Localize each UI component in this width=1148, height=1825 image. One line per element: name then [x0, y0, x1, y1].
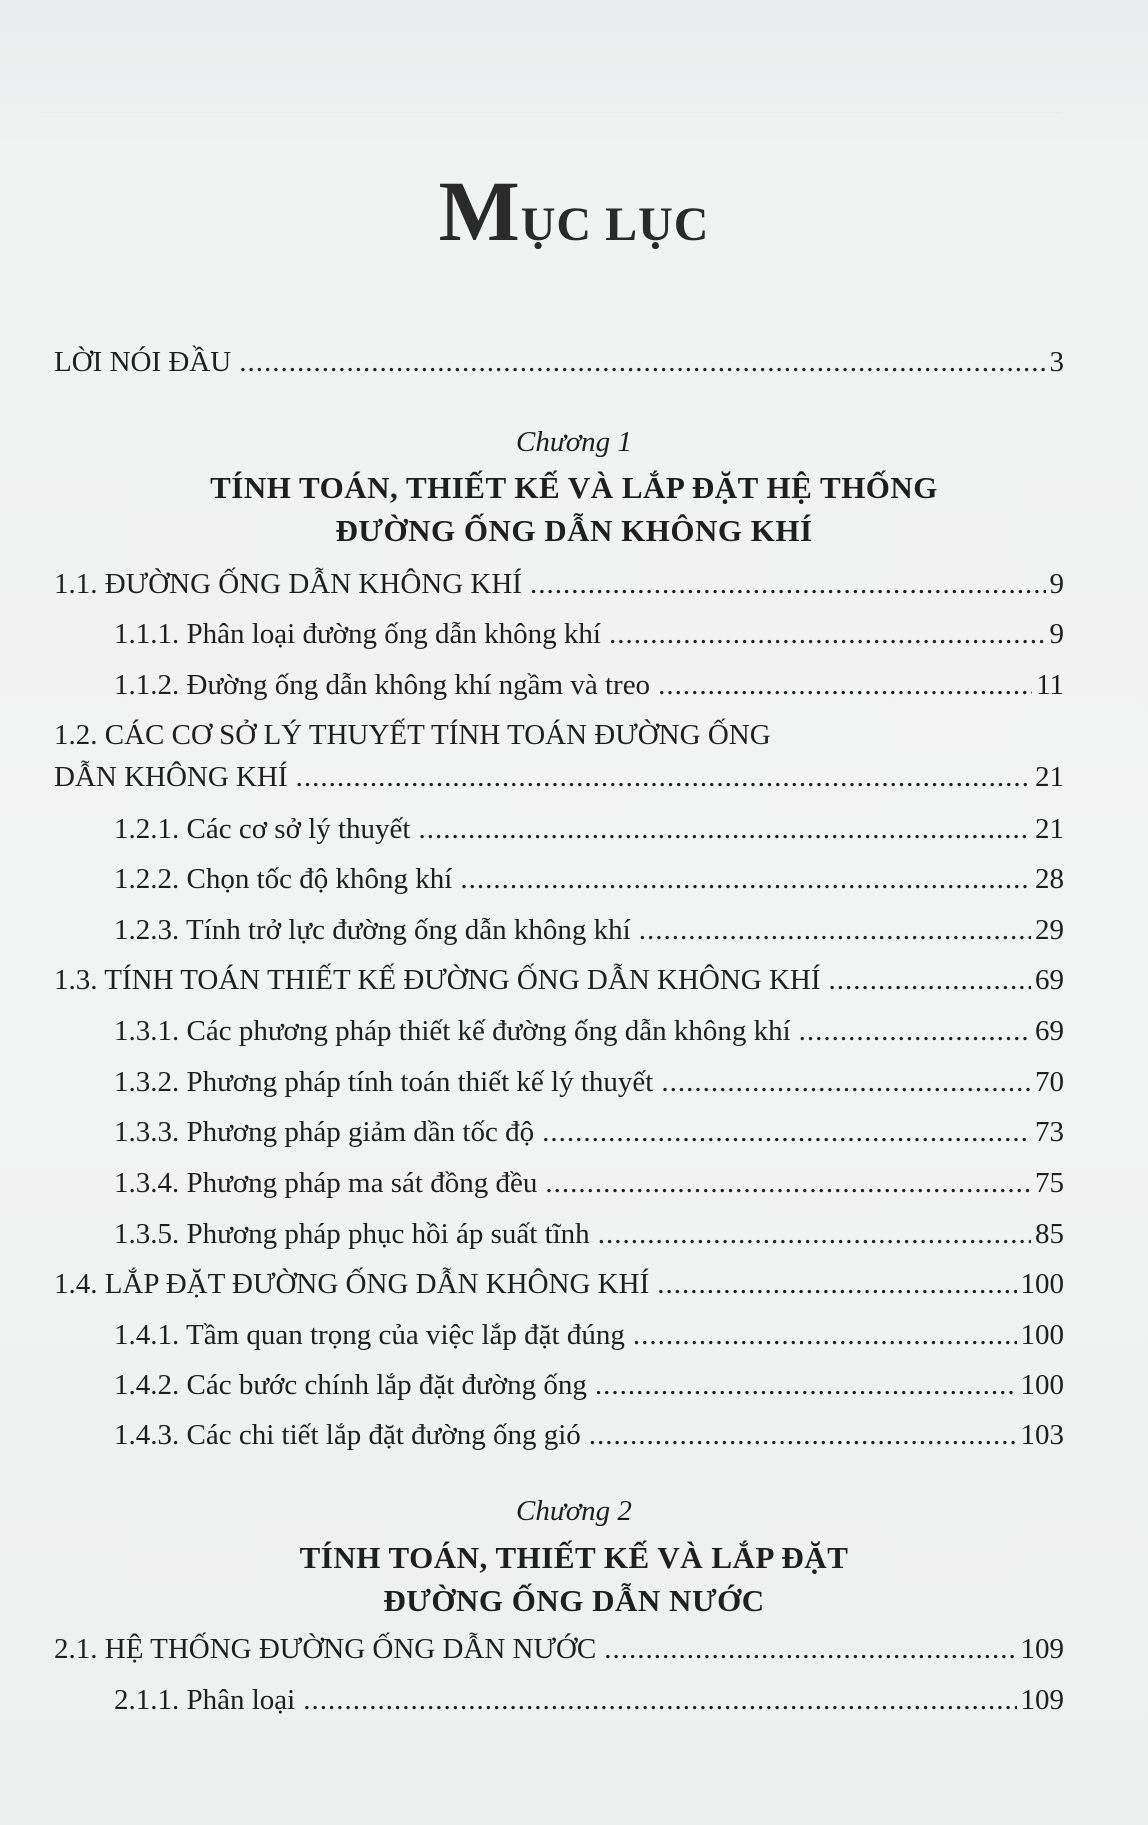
toc-section-1-2[interactable]: [54, 760, 1064, 794]
toc-page-number: 100: [1020, 1268, 1064, 1300]
title-first-letter: M: [438, 163, 521, 259]
toc-entry-label: 1.3.4. Phương pháp ma sát đồng đều: [114, 1167, 538, 1199]
leader-dots: [799, 1014, 1031, 1048]
toc-page-number: 28: [1035, 863, 1064, 895]
toc-page-number: 75: [1035, 1167, 1064, 1199]
toc-page-number: 100: [1020, 1319, 1064, 1351]
toc-item-1-4-3[interactable]: [114, 1418, 1064, 1452]
toc-entry-label: DẪN KHÔNG KHÍ: [54, 761, 288, 793]
chapter-2-title-line1: TÍNH TOÁN, THIẾT KẾ VÀ LẮP ĐẶT: [299, 1540, 849, 1575]
toc-entry-label: 1.4.1. Tầm quan trọng của việc lắp đặt đúng: [114, 1319, 625, 1351]
toc-entry-label: 2.1. HỆ THỐNG ĐƯỜNG ỐNG DẪN NƯỚC: [54, 1633, 597, 1665]
toc-page-number: 103: [1020, 1419, 1064, 1451]
toc-item-1-4-1[interactable]: [114, 1318, 1064, 1352]
chapter-2-label: Chương 2: [516, 1495, 632, 1527]
leader-dots: [609, 617, 1046, 651]
toc-item-1-1-2[interactable]: [114, 668, 1064, 702]
page-title: [0, 163, 1148, 259]
toc-entry-label: 1.1.1. Phân loại đường ống dẫn không khí: [114, 618, 601, 650]
toc-page-number: 109: [1020, 1684, 1064, 1716]
leader-dots: [829, 963, 1031, 997]
toc-page-number: 70: [1035, 1066, 1064, 1098]
leader-dots: [589, 1418, 1017, 1452]
toc-page-number: 109: [1020, 1633, 1064, 1665]
title-rest: ỤC LỤC: [520, 198, 710, 251]
toc-item-1-3-2[interactable]: [114, 1065, 1064, 1099]
toc-section-1-4[interactable]: [54, 1267, 1064, 1301]
leader-dots: [296, 760, 1031, 794]
leader-dots: [598, 1217, 1031, 1251]
toc-item-1-2-1[interactable]: [114, 812, 1064, 846]
toc-section-1-3[interactable]: [54, 963, 1064, 997]
toc-entry-label: 1.3.3. Phương pháp giảm dần tốc độ: [114, 1116, 535, 1148]
toc-entry-preface[interactable]: [54, 345, 1064, 379]
toc-item-1-1-1[interactable]: [114, 617, 1064, 651]
leader-dots: [661, 1065, 1031, 1099]
toc-item-1-3-1[interactable]: [114, 1014, 1064, 1048]
toc-entry-label: 1.2.3. Tính trở lực đường ống dẫn không khí: [114, 914, 631, 946]
toc-page-number: 21: [1035, 761, 1064, 793]
chapter-2-title-line2: ĐƯỜNG ỐNG DẪN NƯỚC: [383, 1583, 765, 1618]
leader-dots: [530, 567, 1046, 601]
toc-page-number: 100: [1020, 1369, 1064, 1401]
toc-section-1-2-line1[interactable]: 1.2. CÁC CƠ SỞ LÝ THUYẾT TÍNH TOÁN ĐƯỜNG ỐNG: [54, 719, 771, 751]
toc-entry-label: 1.2.2. Chọn tốc độ không khí: [114, 863, 453, 895]
toc-page-number: 29: [1035, 914, 1064, 946]
leader-dots: [542, 1115, 1031, 1149]
toc-item-1-3-4[interactable]: [114, 1166, 1064, 1200]
leader-dots: [595, 1368, 1017, 1402]
toc-item-1-2-2[interactable]: [114, 862, 1064, 896]
toc-page-number: 11: [1036, 669, 1064, 701]
leader-dots: [639, 913, 1031, 947]
leader-dots: [418, 812, 1031, 846]
toc-item-2-1-1[interactable]: [114, 1683, 1064, 1717]
toc-entry-label: LỜI NÓI ĐẦU: [54, 346, 232, 378]
toc-page-number: 9: [1049, 618, 1064, 650]
toc-entry-label: 1.1.2. Đường ống dẫn không khí ngầm và treo: [114, 669, 651, 701]
leader-dots: [658, 668, 1032, 702]
toc-entry-label: 1.3. TÍNH TOÁN THIẾT KẾ ĐƯỜNG ỐNG DẪN KHÔNG KHÍ: [54, 964, 821, 996]
leader-dots: [460, 862, 1031, 896]
chapter-1-label: Chương 1: [516, 426, 632, 458]
chapter-1-title-line1: TÍNH TOÁN, THIẾT KẾ VÀ LẮP ĐẶT HỆ THỐNG: [210, 470, 938, 505]
toc-entry-label: 2.1.1. Phân loại: [114, 1684, 296, 1716]
chapter-1-title-line2: ĐƯỜNG ỐNG DẪN KHÔNG KHÍ: [335, 513, 813, 548]
leader-dots: [657, 1267, 1016, 1301]
leader-dots: [604, 1632, 1016, 1666]
leader-dots: [239, 345, 1045, 379]
toc-entry-label: 1.3.1. Các phương pháp thiết kế đường ống dẫn không khí: [114, 1015, 791, 1047]
toc-section-1-1[interactable]: [54, 567, 1064, 601]
toc-entry-label: 1.1. ĐƯỜNG ỐNG DẪN KHÔNG KHÍ: [54, 568, 522, 600]
toc-entry-label: 1.3.5. Phương pháp phục hồi áp suất tĩnh: [114, 1218, 590, 1250]
toc-entry-label: 1.2.1. Các cơ sở lý thuyết: [114, 813, 411, 845]
toc-section-2-1[interactable]: [54, 1632, 1064, 1666]
toc-entry-label: 1.4.3. Các chi tiết lắp đặt đường ống gió: [114, 1419, 581, 1451]
toc-entry-label: 1.4. LẮP ĐẶT ĐƯỜNG ỐNG DẪN KHÔNG KHÍ: [54, 1268, 650, 1300]
toc-page-number: 85: [1035, 1218, 1064, 1250]
toc-item-1-2-3[interactable]: [114, 913, 1064, 947]
toc-entry-label: 1.3.2. Phương pháp tính toán thiết kế lý thuyết: [114, 1066, 654, 1098]
leader-dots: [633, 1318, 1017, 1352]
leader-dots: [303, 1683, 1016, 1717]
toc-page-number: 73: [1035, 1116, 1064, 1148]
toc-item-1-3-3[interactable]: [114, 1115, 1064, 1149]
leader-dots: [545, 1166, 1031, 1200]
toc-page-number: 69: [1035, 1015, 1064, 1047]
toc-entry-label: 1.4.2. Các bước chính lắp đặt đường ống: [114, 1369, 587, 1401]
toc-item-1-4-2[interactable]: [114, 1368, 1064, 1402]
toc-page-number: 9: [1049, 568, 1064, 600]
toc-page-number: 3: [1049, 346, 1064, 378]
bleed-through-shadow: [40, 72, 1060, 113]
toc-item-1-3-5[interactable]: [114, 1217, 1064, 1251]
toc-page-number: 21: [1035, 813, 1064, 845]
toc-page-number: 69: [1035, 964, 1064, 996]
